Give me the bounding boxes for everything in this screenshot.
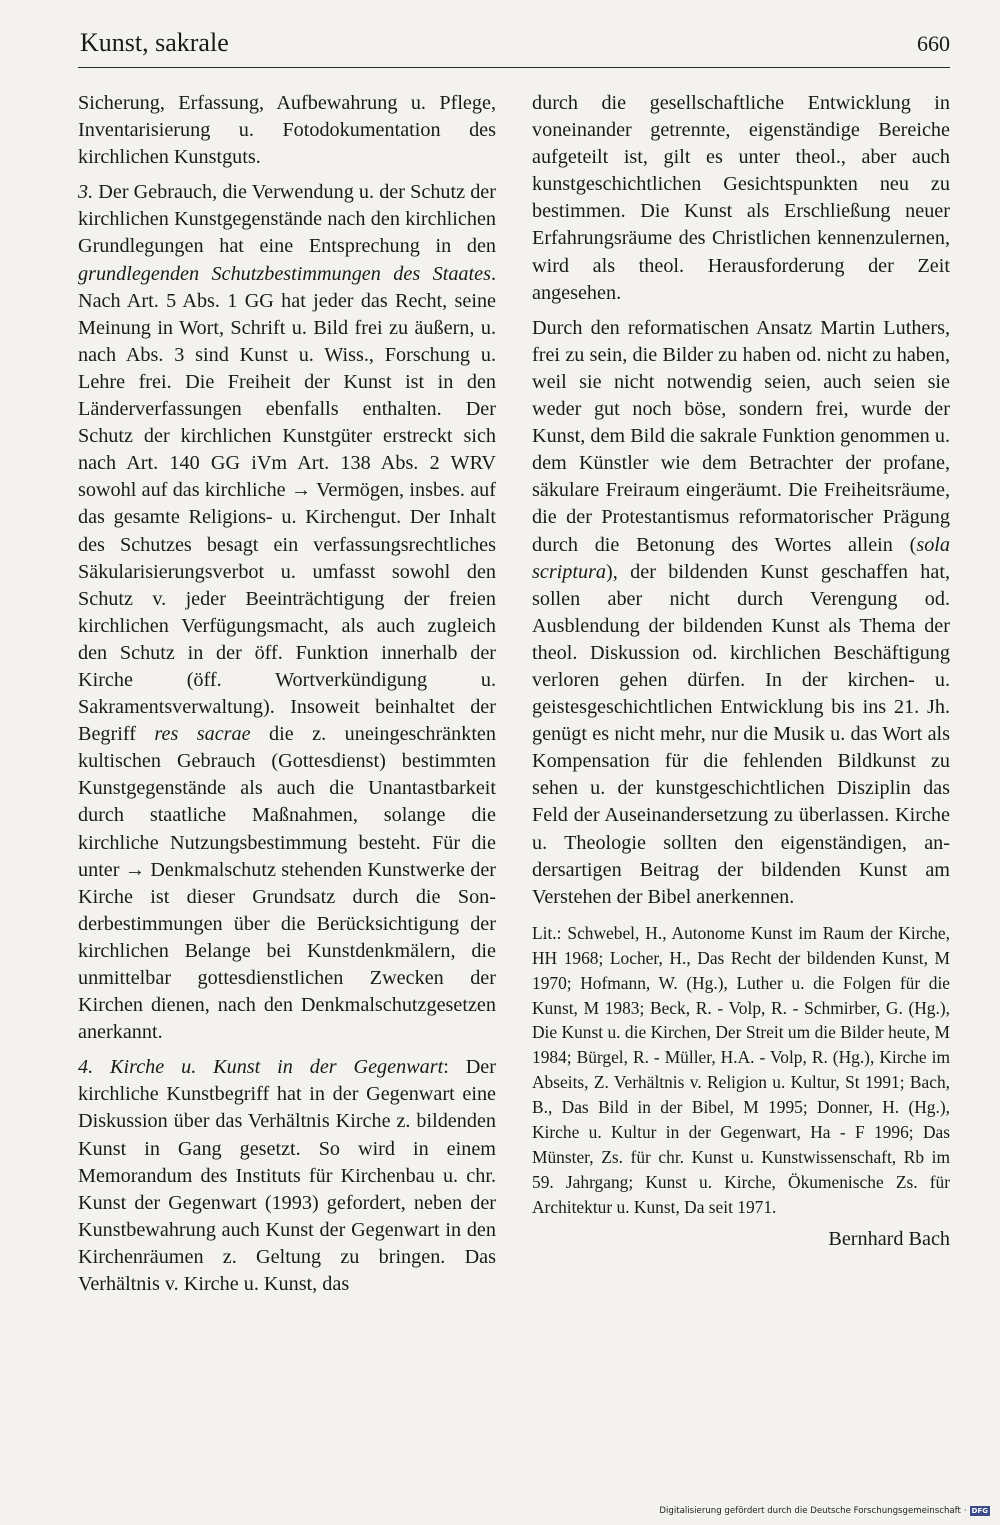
page-header (78, 26, 950, 66)
footer-credit-text: Digitalisierung gefördert durch die Deutsche Forschungsgemeinschaft (659, 1506, 961, 1516)
section-number: 3. (78, 181, 94, 204)
paragraph-1: Sicherung, Erfassung, Aufbewahrung u. Pflege, Inventarisierung u. Fotodokumentation des kirchlichen Kunstguts. (78, 92, 496, 169)
left-column (78, 90, 496, 1298)
emphasis-term: sola scriptura (532, 533, 950, 583)
paragraph-text: Durch den reformatischen Ansatz Martin Luthers, frei zu sein, die Bilder zu haben od. nicht zu haben, weil sie nicht notwendig seien, auch seien sie weder gut noch böse, sondern frei, wurde der Kunst, dem Bild die sakrale Funktion genommen u. dem Künstler wie dem Betrachter der profane, säkulare Freiraum eingeräumt. Die Freiheitsräume, die der Protestantismus reformatorischer Prägung durch die Betonung des Wortes allein ( (532, 316, 950, 556)
page-title: Kunst, sakrale (80, 28, 229, 57)
author-name: Bernhard Bach (828, 1227, 950, 1250)
emphasis-term: res sacrae (154, 723, 251, 746)
page-number: 660 (917, 31, 950, 56)
paragraph-text: Der Gebrauch, die Verwendung u. der Schutz der kirchlichen Kunstgegenstände nach den kirchlichen Grundlegungen hat eine Entsprechung in den (78, 181, 496, 258)
literature-list: Lit.: Schwebel, H., Autonome Kunst im Raum der Kirche, HH 1968; Locher, H., Das Recht der bildenden Kunst, M 1970; Hofmann, W. (Hg.), Luther u. die Folgen für die Kunst, M 1983; Beck, R. - Volp, R. - Schmirber, G. (Hg.), Die Kunst u. die Kirchen, Der Streit um die Bilder heute, M 1984; Bürgel, R. - Müller, H.A. - Volp, R. (Hg.), Kirche im Abseits, Z. Verhältnis v. Religion u. Kultur, St 1991; Bach, B., Das Bild in der Bibel, M 1995; Donner, H. (Hg.), Kirche u. Kultur in der Gegenwart, Ha - F 1996; Das Münster, Zs. für chr. Kunst u. Kunstwissenschaft, Rb im 59. Jahrgang; Kunst u. Kirche, Ökumenische Zs. für Architektur u. Kunst, Da seit 1971. (532, 922, 950, 1217)
paragraph-3-protection (78, 179, 496, 1046)
dfg-logo-icon: DFG (971, 1507, 988, 1515)
footer-separator: · (963, 1506, 967, 1516)
paragraph-text: die z. uneingeschränkten kultischen Gebrauch (Gottesdienst) bestimmten Kunstgegenstände als auch die Unantastbarkeit durch staatliche Maßnahmen, solange die kirchliche Nutzungsbestimmung besteht. Für die unter → Denkmalschutz stehenden Kunstwerke der Kirche ist dieser Grundsatz durch die Sonderbestimmungen über die Berücksichtigung der kirchlichen Belange bei Kunstdenkmälern, die unmittelbar gottesdienstlichen Zwecken der Kirchen dienen, nach den Denkmalschutzgesetzen anerkannt. (78, 723, 496, 1044)
paragraph-text: : Der kirchliche Kunstbegriff hat in der Gegenwart eine Diskussion über das Verhältnis Kirche z. bildenden Kunst in Gang gesetzt. So wird in einem Memorandum des Instituts für Kirchenbau u. chr. Kunst der Gegenwart (1993) gefordert, neben der Kunstbewahrung auch Kunst der Gegenwart in den Kirchenräumen z. Geltung zu bringen. Das Verhältnis v. Kirche u. Kunst, das (78, 1056, 496, 1296)
paragraph-text: ), der bildenden Kunst geschaffen hat, sollen aber nicht durch Verengung od. Ausblendung der bildenden Kunst als Thema der theol. Diskussion od. kirchlichen Beschäftigung verloren gehen dürfen. In der kirchen- u. geistesgeschichtlichen Entwicklung bis ins 21. Jh. genügt es nicht mehr, nur die Musik u. das Wort als Kompensation für die fehlenden Bildkunst zu sehen u. der kunstgeschichtlichen Disziplin das Feld der Auseinandersetzung zu überlassen. Kirche u. Theologie sollten den eigenständigen, andersartigen Beitrag der bildenden Kunst am Verstehen der Bibel anerkennen. (532, 560, 950, 908)
header-rule (78, 67, 950, 68)
right-column (532, 90, 950, 1253)
footer-credit (659, 1505, 990, 1517)
paragraph-text: . Nach Art. 5 Abs. 1 GG hat jeder das Recht, seine Meinung in Wort, Schrift u. Bild frei zu äußern, u. nach Abs. 3 sind Kunst u. Wiss., Forschung u. Lehre frei. Die Freiheit der Kunst ist in den Länderverfassungen ebenfalls enthalten. Der Schutz der kirchlichen Kunstgüter erstreckt sich nach Art. 140 GG iVm Art. 138 Abs. 2 WRV sowohl auf das kirchliche → Vermögen, insbes. auf das gesamte Religions- u. Kirchengut. Der Inhalt des Schutzes besagt ein verfassungsrechtliches Säkularisierungsverbot u. umfasst sowohl den Schutz v. jeder Beeinträchtigung der freien kirchlichen Verfügungsmacht, als auch zugleich den Schutz in der öff. Funktion innerhalb der Kirche (öff. Wortverkündigung u. Sakramentsverwaltung). Insoweit beinhaltet der Begriff (78, 262, 496, 746)
section-heading: 4. Kirche u. Kunst in der Gegenwart (78, 1056, 444, 1079)
emphasis-term: grundlegenden Schutzbestimmungen des Staates (78, 262, 491, 285)
paragraph-luther (532, 315, 950, 911)
paragraph-4-present (78, 1054, 496, 1298)
paragraph-continuation: durch die gesellschaftliche Entwicklung in voneinander getrennte, eigenständige Bereiche aufgeteilt ist, gilt es unter theol., aber auch kunstgeschichtlichen Gesichtspunkten neu zu bestimmen. Die Kunst als Erschließung neuer Erfahrungsräume des Christlichen kennenzulernen, wird als theol. Herausforderung der Zeit angesehen. (532, 92, 950, 304)
